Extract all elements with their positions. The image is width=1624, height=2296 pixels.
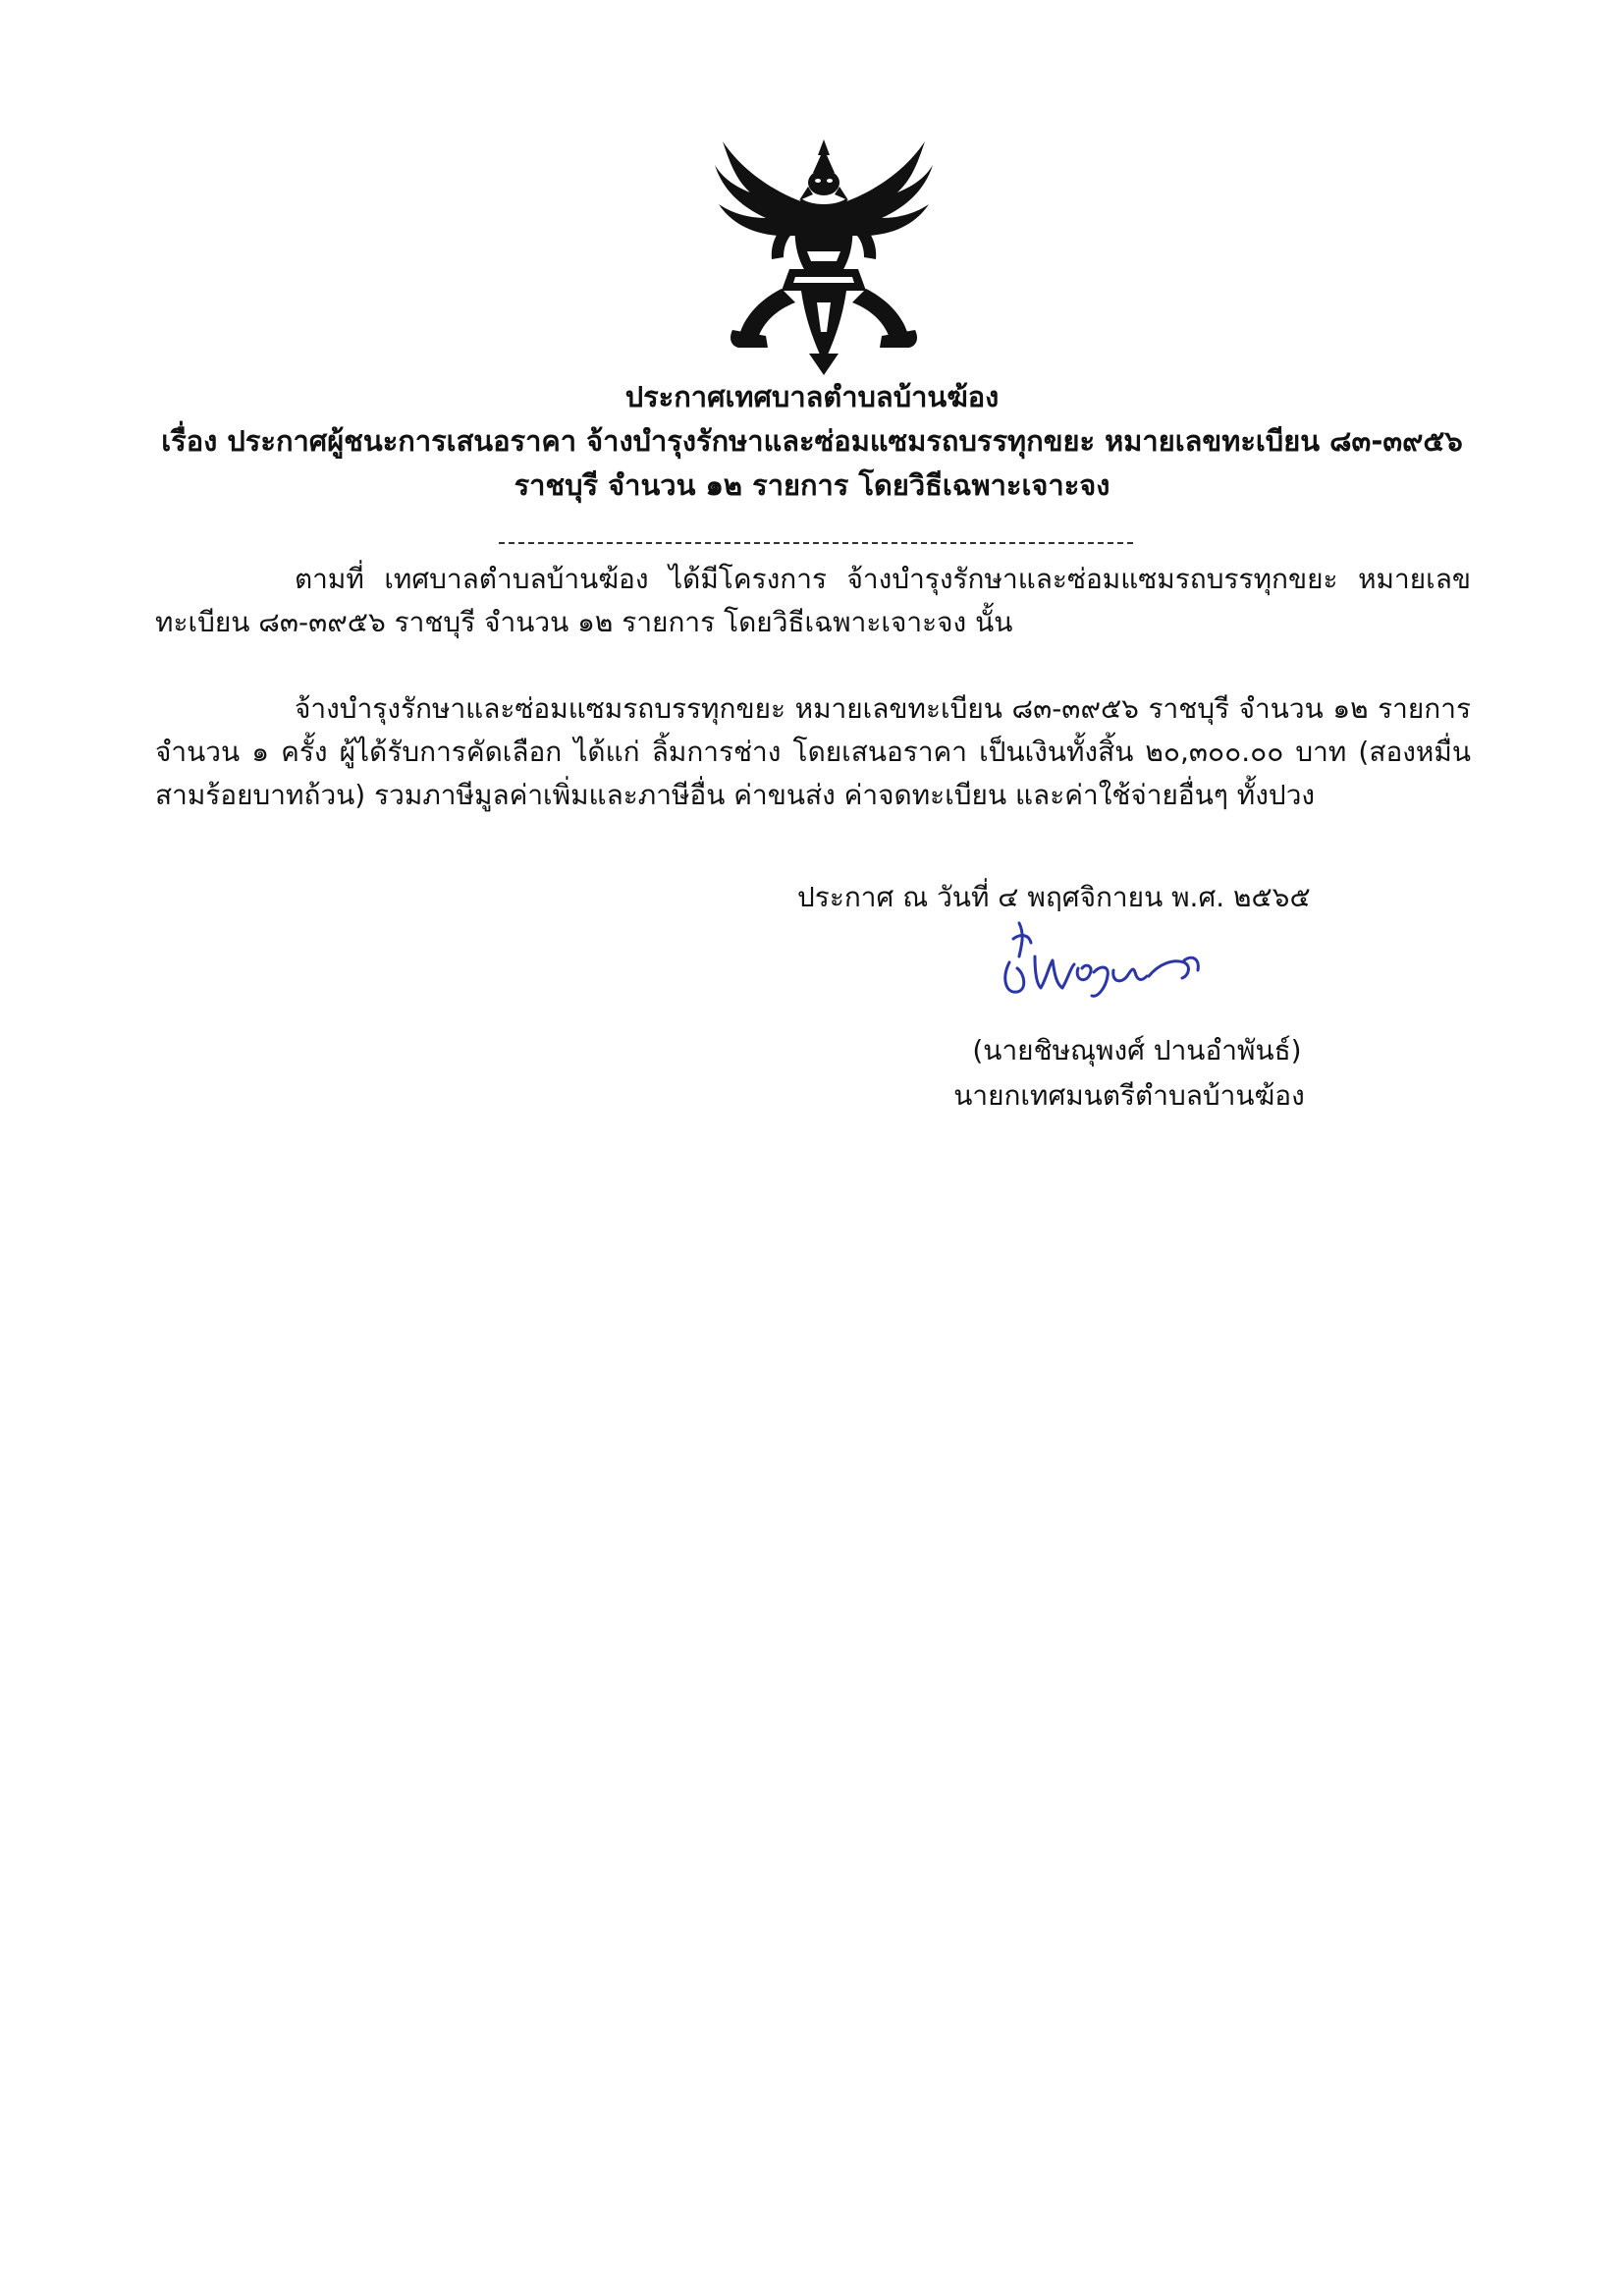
dashed-divider xyxy=(499,542,1133,544)
paragraph-winner: จ้างบำรุงรักษาและซ่อมแซมรถบรรทุกขยะ หมายเลขทะเบียน ๘๓-๓๙๕๖ ราชบุรี จำนวน ๑๒ รายการ จำนวน ๑ ครั้ง ผู้ได้รับการคัดเลือก ได้แก่ ลิ้มการช่าง โดยเสนอราคา เป็นเงินทั้งสิ้น ๒๐,๓๐๐.๐๐ บาท (สองหมื่นสามร้อยบาทถ้วน) รวมภาษีมูลค่าเพิ่มและภาษีอื่น ค่าขนส่ง ค่าจดทะเบียน และค่าใช้จ่ายอื่นๆ ทั้งปวง xyxy=(155,692,1471,811)
announcement-date: ประกาศ ณ วันที่ ๔ พฤศจิกายน พ.ศ. ๒๕๖๕ xyxy=(797,881,1311,913)
heading-subject-continued: ราชบุรี จำนวน ๑๒ รายการ โดยวิธีเฉพาะเจาะจง xyxy=(514,468,1110,502)
paragraph-project: ตามที่ เทศบาลตำบลบ้านฆ้อง ได้มีโครงการ จ้างบำรุงรักษาและซ่อมแซมรถบรรทุกขยะ หมายเลขทะเบียน ๘๓-๓๙๕๖ ราชบุรี จำนวน ๑๒ รายการ โดยวิธีเฉพาะเจาะจง นั้น xyxy=(155,563,1471,638)
document-heading xyxy=(147,375,1477,508)
heading-subject: เรื่อง ประกาศผู้ชนะการเสนอราคา จ้างบำรุงรักษาและซ่อมแซมรถบรรทุกขยะ หมายเลขทะเบียน ๘๓-๓๙๕๖ xyxy=(161,424,1463,458)
signer-name: (นายชิษณุพงศ์ ปานอำพันธ์) xyxy=(972,1034,1302,1066)
heading-organization: ประกาศเทศบาลตำบลบ้านฆ้อง xyxy=(624,380,1000,413)
signer-title: นายกเทศมนตรีตำบลบ้านฆ้อง xyxy=(953,1079,1305,1112)
garuda-emblem-icon xyxy=(711,136,937,376)
signature-icon xyxy=(992,917,1218,1002)
